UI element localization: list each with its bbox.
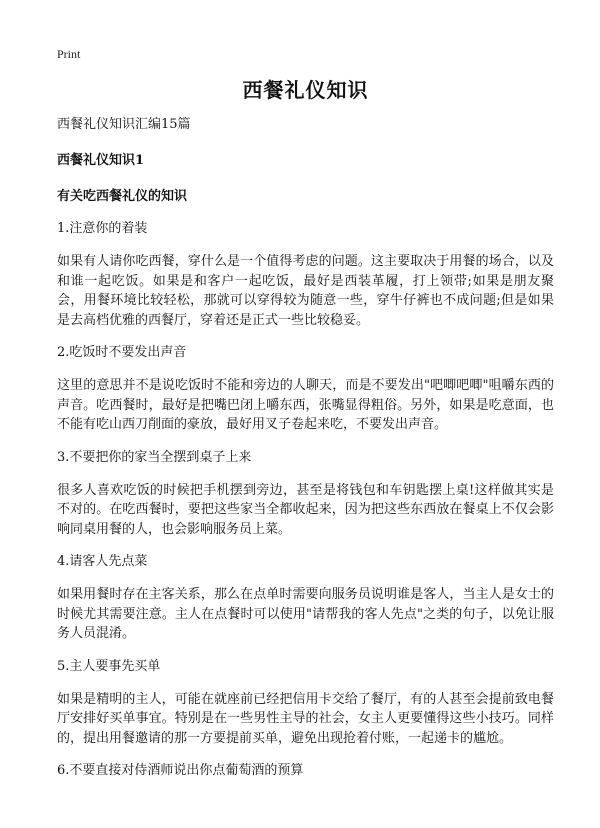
point-paragraph: 如果是精明的主人，可能在就座前已经把信用卡交给了餐厅，有的人甚至会提前致电餐厅安排好买单事宜。特别是在一些男性主导的社会，女主人更要懂得这些小技巧。同样的，提出用餐邀请的那一方要提前买单，避免出现抢着付账，一起递卡的尴尬。 bbox=[57, 691, 554, 746]
document-title: 西餐礼仪知识 bbox=[242, 78, 369, 102]
point-heading: 1.注意你的着装 bbox=[57, 221, 148, 236]
section-heading: 西餐礼仪知识1 bbox=[57, 153, 145, 168]
point-heading: 6.不要直接对侍酒师说出你点葡萄酒的预算 bbox=[57, 763, 304, 778]
point-4 bbox=[57, 553, 554, 644]
point-heading: 3.不要把你的家当全摆到桌子上来 bbox=[57, 449, 252, 465]
point-5 bbox=[57, 658, 554, 749]
point-paragraph: 如果用餐时存在主客关系，那么在点单时需要向服务员说明谁是客人，当主人是女士的时候尤其需要注意。主人在点餐时可以使用"请帮我的客人先点"之类的句子，以免让服务人员混淆。 bbox=[57, 587, 554, 641]
point-paragraph: 这里的意思并不是说吃饭时不能和旁边的人聊天，而是不要发出"吧唧吧唧"咀嚼东西的声音。吃西餐时，最好是把嘴巴闭上嚼东西，张嘴显得粗俗。另外，如果是吃意面，也不能有吃山西刀削面的豪放，最好用叉子卷起来吃，不要发出声音。 bbox=[57, 378, 554, 432]
point-paragraph: 如果有人请你吃西餐，穿什么是一个值得考虑的问题。这主要取决于用餐的场合，以及和谁一起吃饭。如果是和客户一起吃饭，最好是西装革履，打上领带;如果是朋友聚会，用餐环境比较轻松，那就可以穿得较为随意一些，穿牛仔裤也不成问题;但是如果是去高档优雅的西餐厅，穿着还是正式一些比较稳妥。 bbox=[57, 254, 554, 328]
print-label: Print bbox=[57, 47, 81, 61]
point-2 bbox=[57, 344, 554, 435]
point-1 bbox=[57, 220, 554, 330]
point-paragraph: 很多人喜欢吃饭的时候把手机摆到旁边，甚至是将钱包和车钥匙摆上桌!这样做其实是不对的。在吃西餐时，要把这些家当全都收起来，因为把这些东西放在餐桌上不仅会影响同桌用餐的人，也会影响服务员上菜。 bbox=[57, 482, 554, 537]
topic-heading: 有关吃西餐礼仪的知识 bbox=[57, 189, 188, 204]
point-3 bbox=[57, 449, 554, 540]
point-heading: 5.主人要事先买单 bbox=[57, 658, 161, 674]
point-heading: 2.吃饭时不要发出声音 bbox=[57, 345, 187, 360]
point-heading: 4.请客人先点菜 bbox=[57, 554, 148, 569]
document-subtitle: 西餐礼仪知识汇编15篇 bbox=[57, 117, 191, 132]
point-6 bbox=[57, 762, 554, 780]
